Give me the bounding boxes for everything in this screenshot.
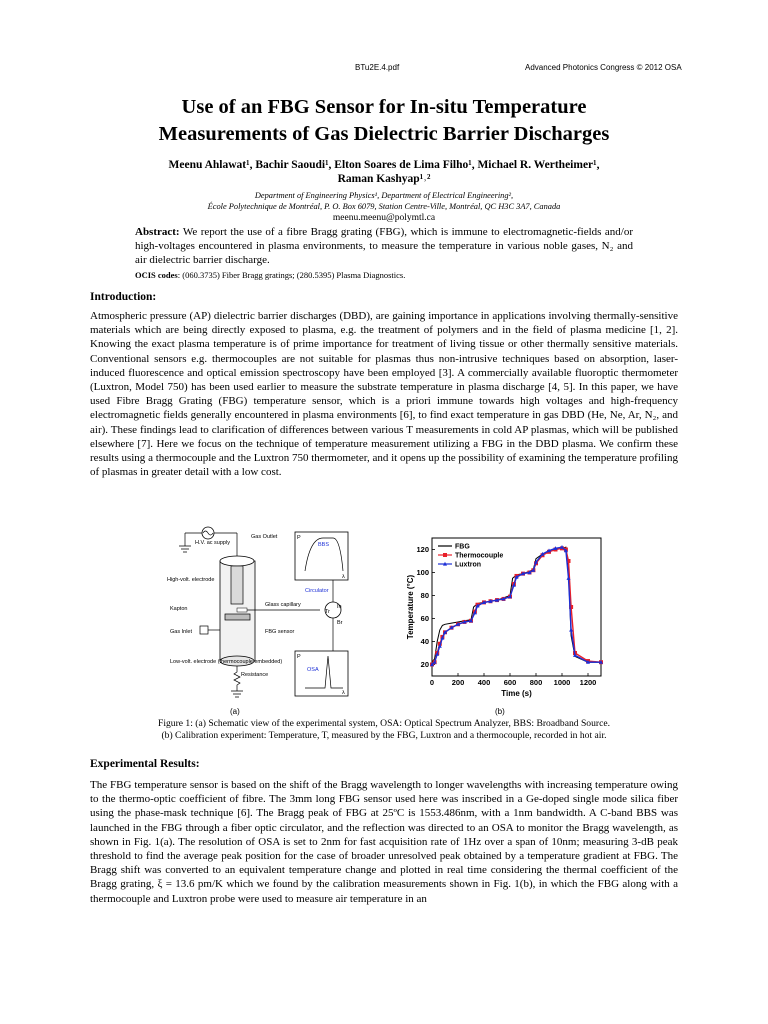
x-tick-label-6: 1200 [579,678,597,687]
osa-p-label: P [297,654,301,660]
authors-line-1: Meenu Ahlawat¹, Bachir Saoudi¹, Elton Soares de Lima Filho¹, Michael R. Wertheimer¹, [168,159,600,171]
affiliation-line-1: Department of Engineering Physics¹, Department of Electrical Engineering², [254,191,514,200]
ocis-label: OCIS codes [135,270,178,280]
label-osa: OSA [307,667,319,673]
author-list [0,158,768,186]
affiliation-line-2: École Polytechnique de Montréal, P. O. Box 6079, Station Centre-Ville, Montréal, QC H3C 3A7, Canada [207,201,561,211]
title-line-2: Measurements of Gas Dielectric Barrier Discharges [158,123,610,145]
y-tick-label-3: 80 [420,591,429,600]
fbg-sensor [237,608,247,612]
resistor-icon [234,666,240,691]
header-conference: Advanced Photonics Congress © 2012 OSA [525,63,682,72]
section-heading-introduction: Introduction: [90,291,157,303]
bbs-lambda-label: λ [342,574,345,580]
figure-label-a: (a) [230,707,240,716]
bbs-p-label: P [297,535,301,541]
introduction-paragraph: Atmospheric pressure (AP) dielectric barrier discharges (DBD), are gaining importance in applications involving thermally-sensitive materials which are being directly exposed to plasma, e.g. the treatment of polymers and in the field of plasma medicine [1, 2]. Knowing the exact plasma temperature is of prime importance for treatment of living tissue or other thermally sensitive materials. Conventional sensors e.g. thermocouples are not suitable for plasmas thus non-intrusive techniques based on absorption, laser-induced fluorescence and optical emission spectroscopy have been employed [3]. A commercially available fluoroptic thermometer (Luxtron, Model 750) has been used earlier to measure the substrate temperature in plasma discharge [4, 5]. In this paper, we have used Fibre Bragg Grating (FBG) temperature sensor, which is a priori immune towards high voltages and high-frequency electromagnetic fields generally encountered in plasma environments [6], to find exact temperature in gas DBD (He, Ne, Ar, N₂, and air). These findings lead to clarification of differences between various T measurements in cold AP plasmas, which will be published elsewhere [7]. Here we focus on the technique of temperature measurement utilizing a FBG in the DBD plasma. We confirm these results using a thermocouple and the Luxtron 750 thermometer, and it opens up the possibility of examining the temperature profiling of plasmas in greater detail with a low cost. [90,310,678,479]
x-tick-label-4: 800 [529,678,543,687]
legend-label-fbg: FBG [455,543,470,551]
circulator-tr-label: Tr [325,609,330,615]
authors-line-2: Raman Kashyap¹˒² [337,173,431,185]
figure-caption [90,718,678,742]
y-tick-label-2: 60 [420,614,429,623]
x-tick-label-1: 200 [451,678,465,687]
ground-icon [179,533,191,552]
x-tick-label-5: 1000 [553,678,571,687]
contact-email: meenu.meenu@polymtl.ca [332,213,436,223]
label-kapton: Kapton [170,606,188,612]
sine-wave-icon [203,531,213,535]
ocis-codes [135,270,633,280]
osa-lambda-label: λ [342,690,345,696]
caption-line-2: (b) Calibration experiment: Temperature, T, measured by the FBG, Luxtron and a thermocouple, recorded in hot air. [161,730,607,741]
figure-1 [165,526,605,721]
x-tick-label-3: 600 [503,678,517,687]
y-tick-label-1: 40 [420,637,429,646]
label-fbg-sensor: FBG sensor [265,629,295,635]
label-high-volt: High-volt. electrode [167,577,215,583]
label-bbs: BBS [318,542,330,548]
abstract-text: We report the use of a fibre Bragg grating (FBG), which is immune to electromagnetic-fields and/or high-voltages encountered in plasma environments, to measure the temperature in various noble gases, N₂ and air dielectric barrier discharge. [135,226,633,266]
caption-line-1: Figure 1: (a) Schematic view of the experimental system, OSA: Optical Spectrum Analyzer, BBS: Broadband Source. [157,718,611,729]
legend-label-luxtron: Luxtron [455,561,482,569]
figure-1-svg [165,526,605,721]
x-tick-label-2: 400 [477,678,491,687]
x-axis-label: Time (s) [501,689,532,698]
circulator-in-label: In [337,604,342,610]
legend-label-thermocouple: Thermocouple [455,552,504,560]
calibration-chart [406,538,603,698]
label-gas-outlet: Gas Outlet [251,534,278,540]
abstract [135,225,633,267]
figure-label-b: (b) [495,707,505,716]
header-filename: BTu2E.4.pdf [355,63,400,72]
ocis-text: : (060.3735) Fiber Bragg gratings; (280.5395) Plasma Diagnostics. [177,270,406,280]
low-volt-electrode [225,614,250,620]
bbs-box [295,532,348,580]
abstract-label: Abstract: [135,226,180,238]
circulator-br-label: Br [337,620,343,626]
schematic-diagram [167,527,348,697]
y-tick-label-4: 100 [416,568,429,577]
high-volt-electrode [231,566,243,604]
label-low-volt: Low-volt. electrode (thermocouple embedded) [170,659,283,665]
affiliation [0,191,768,212]
label-resistance: Resistance [241,672,269,678]
label-circulator: Circulator [305,588,329,594]
label-hv-supply: H.V. ac supply [195,540,230,546]
legend-marker-thermocouple [443,553,447,557]
y-tick-label-0: 20 [420,660,429,669]
y-tick-label-5: 120 [416,545,429,554]
section-heading-experimental: Experimental Results: [90,758,200,770]
title-line-1: Use of an FBG Sensor for In-situ Temperature [181,96,587,118]
x-tick-label-0: 0 [429,678,435,687]
osa-box [295,651,348,696]
ground-icon-2 [231,691,243,697]
y-axis-label: Temperature (°C) [406,574,415,640]
label-gas-inlet: Gas Inlet [170,629,193,635]
label-glass-capillary: Glass capillary [265,602,301,608]
paper-title [0,94,768,148]
experimental-paragraph: The FBG temperature sensor is based on the shift of the Bragg wavelength to longer wavelengths with increasing temperature owing to the thermo-optic coefficient of fibre. The 3mm long FBG sensor used here was inscribed in a Ge-doped single mode silica fiber using the phase-mask technique [6]. The Bragg peak of FBG at 25ºC is 1553.486nm, with a 1nm bandwidth. A C-band BBS was launched in the FBG through a fiber optic circulator, and the reflection was directed to an OSA to monitor the Bragg wavelength, as shown in Fig. 1(a). The resolution of OSA is set to 2nm for fast acquisition rate of 1Hz over a span of 10nm; measuring 3-dB peak threshold to find the average peak position for the case of broader unresolved peak obtained by a temperature gradient at FBG. The Bragg shift was converted to an equivalent temperature change and plotted in real time considering the thermal coefficient of the Bragg grating, ξ = 13.6 pm/K which we found by the calibration measurements shown in Fig. 1(b), in which the FBG along with a thermocouple and Luxtron probe were used to measure air temperature in an [90,779,678,905]
